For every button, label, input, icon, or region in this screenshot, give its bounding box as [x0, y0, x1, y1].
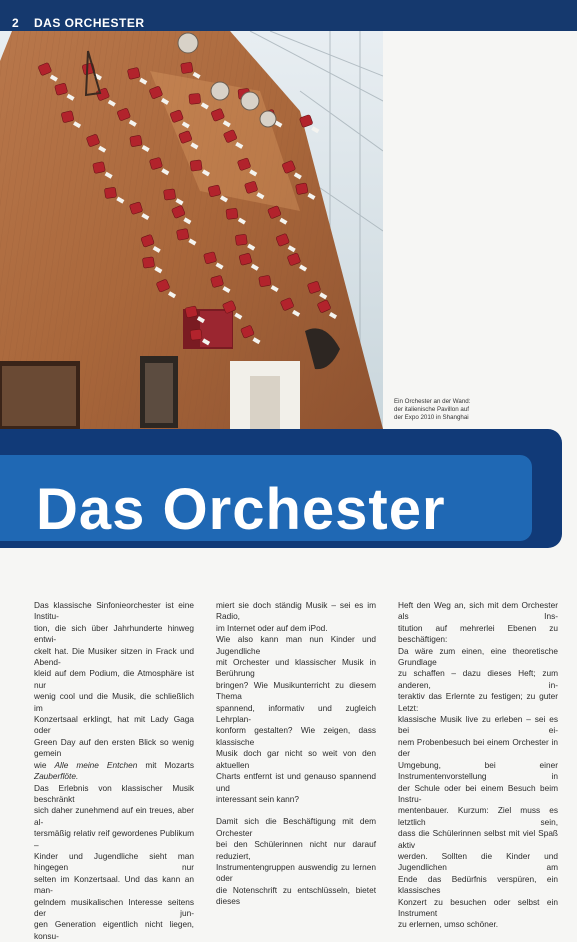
headline: Das Orchester [36, 477, 446, 542]
orchestra-wall-image [0, 31, 383, 429]
caption-line: der Expo 2010 in Shanghai [394, 414, 469, 421]
text-line: gelndem musikalischen Interesse seitens der jun- [34, 896, 194, 918]
chair-shape [185, 306, 198, 318]
chair-shape [163, 189, 175, 200]
text-line: bei den Schülerinnen nicht nur darauf reduziert, [216, 839, 376, 861]
caption-line: Ein Orchester an der Wand: [394, 398, 471, 405]
text-line: bringen? Wie Musikunterricht zu diesem Thema [216, 679, 376, 702]
text-line: Kinder und Jugendliche sieht man hingegen nur [34, 850, 194, 873]
chair-shape [226, 208, 238, 219]
text-line: Ende das Bedürfnis verspüren, ein klassisches [398, 873, 558, 896]
chair-shape [104, 187, 116, 198]
text-line: Musik doch gar nicht so weit von den aktuellen [216, 748, 376, 770]
chair-shape [181, 62, 193, 74]
text-line: ckelt hat. Die Musiker sitzen in Frack und Abend- [34, 645, 194, 668]
text-line: spannend, informativ und zugleich Lehrplan- [216, 702, 376, 725]
text-line: sich daher zunehmend auf ein treues, aber al- [34, 805, 194, 827]
text-line: Da wäre zum einen, eine theoretische Grundlage [398, 645, 558, 668]
section-title: DAS ORCHESTER [34, 16, 145, 30]
text-line: Umgebung, bei einer Instrumentenvorstellung in [398, 759, 558, 782]
text-column-2 [216, 600, 376, 908]
text-line: Das Erlebnis von klassischer Musik beschränkt [34, 782, 194, 804]
text-line: Green Day auf den ersten Blick so wenig gemein [34, 736, 194, 759]
chair-shape [190, 329, 202, 340]
text-line: Instrumentengruppen auswendig zu lernen oder [216, 861, 376, 884]
chair-shape [259, 275, 272, 287]
text-line: zu schaffen – dazu dieses Heft; zum anderen, in- [398, 668, 558, 690]
text-line: klassische Musik live zu erleben – sei es bei ei- [398, 714, 558, 736]
text-line: dass die Schülerinnen selbst mit viel Spaß aktiv [398, 828, 558, 850]
text-line: teraktiv das Erlernte zu festigen; zu guter Letzt: [398, 691, 558, 713]
text-line: interessant sein kann? [216, 793, 300, 804]
chair-shape [130, 135, 143, 147]
text-line: konform gestalten? Wie zeigen, dass klassische [216, 725, 376, 747]
page-number: 2 [12, 16, 19, 30]
chair-shape [295, 183, 308, 195]
chair-shape [93, 162, 106, 174]
orchestra-photo [0, 31, 383, 429]
text-line: mit Orchester und klassischer Musik in Berührung [216, 657, 376, 679]
text-line: Konzert zu besuchen oder selbst ein Instrument [398, 896, 558, 918]
text-line: Das klassische Sinfonieorchester ist eine Institu- [34, 600, 194, 622]
text-line: Damit sich die Beschäftigung mit dem Orchester [216, 816, 376, 838]
caption-line: der italienische Pavillon auf [394, 406, 469, 413]
chair-shape [142, 257, 154, 268]
text-line: im Internet oder auf dem iPod. [216, 622, 328, 633]
text-line: Charts entfernt ist und genauso spannend und [216, 771, 376, 793]
text-line: der Schule oder bei einem Besuch beim Instru- [398, 782, 558, 804]
chair-shape [208, 185, 221, 197]
text-line: wenig cool und die Musik, die schließlich im [34, 691, 194, 713]
text-line: tersmäßig relativ reif gewordenes Publikum – [34, 828, 194, 850]
chair-shape [190, 160, 202, 171]
chair-shape [189, 93, 201, 104]
text-line: die Notenschrift zu entschlüsseln, bietet dieses [216, 884, 376, 907]
text-line: Heft den Weg an, sich mit dem Orchester als Ins- [398, 600, 558, 622]
text-line: mentenbauer. Kurzum: Ziel muss es letztlich sein, [398, 805, 558, 827]
text-column-1 [34, 600, 194, 942]
photo-caption [394, 398, 474, 422]
text-line: kleid auf dem Podium, die Atmosphäre ist nur [34, 668, 194, 690]
text-line: zu erlernen, umso schöner. [398, 919, 499, 930]
text-line: wie Alle meine Entchen mit Mozarts Zauberflöte. [34, 759, 194, 782]
chair-shape [176, 228, 189, 240]
text-line: miert sie doch ständig Musik – sei es im Radio, [216, 600, 376, 622]
chair-shape [127, 67, 140, 79]
text-line: nem Probenbesuch bei einem Orchester in der [398, 736, 558, 759]
text-column-3 [398, 600, 558, 931]
chair-shape [235, 234, 247, 245]
text-line: werden. Sollten die Kinder und Jugendlichen am [398, 850, 558, 873]
text-line: Wie also kann man nun Kinder und Jugendliche [216, 634, 376, 656]
text-line: gen Generation eigentlich nicht liegen, konsu- [34, 919, 194, 941]
text-line: selten im Konzertsaal. Und das kann an man- [34, 873, 194, 896]
text-line: tion, die sich über Jahrhunderte hinweg entwi- [34, 622, 194, 645]
text-line: titution auf mehrerlei Ebenen zu beschäftigen: [398, 622, 558, 645]
text-line: Konzertsaal erklingt, hat mit Lady Gaga oder [34, 714, 194, 736]
